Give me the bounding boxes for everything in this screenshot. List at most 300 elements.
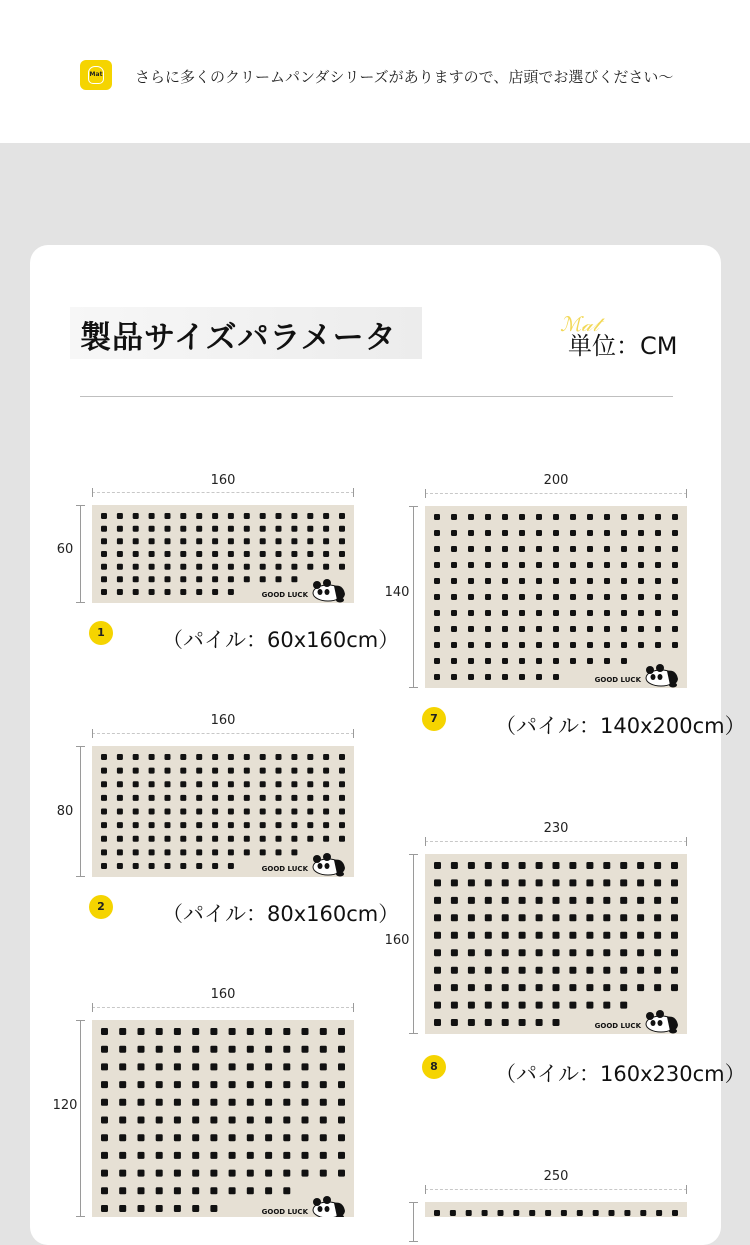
pattern-dot [338, 1152, 345, 1159]
pattern-dot [451, 674, 457, 680]
pattern-dot [174, 1205, 181, 1212]
pattern-dot [519, 1002, 526, 1009]
pattern-dot [149, 768, 155, 774]
pattern-dot [434, 594, 440, 600]
pattern-dot [196, 781, 202, 787]
pattern-dot [260, 781, 266, 787]
pattern-dot [323, 754, 329, 760]
pattern-dot [339, 836, 345, 842]
pattern-dot [671, 862, 678, 869]
pattern-dot [149, 526, 155, 532]
pattern-dot [228, 836, 234, 842]
pattern-dot [228, 589, 234, 595]
pattern-dot [553, 610, 559, 616]
pattern-dot [247, 1152, 254, 1159]
pattern-dot [451, 914, 458, 921]
pattern-dot [485, 546, 491, 552]
pattern-dot [587, 562, 593, 568]
pattern-dot [165, 836, 171, 842]
pattern-dot [117, 551, 123, 557]
pattern-dot [307, 754, 313, 760]
dot-pattern [425, 854, 687, 1034]
pattern-dot [212, 551, 218, 557]
pattern-dot [553, 1002, 560, 1009]
pattern-dot [247, 1117, 254, 1124]
pattern-dot [174, 1046, 181, 1053]
pattern-dot [260, 836, 266, 842]
pattern-dot [210, 1046, 217, 1053]
pattern-dot [451, 897, 458, 904]
pattern-dot [502, 546, 508, 552]
pattern-dot [101, 1063, 108, 1070]
pattern-dot [244, 564, 250, 570]
pattern-dot [180, 564, 186, 570]
pattern-dot [468, 967, 475, 974]
pattern-dot [117, 795, 123, 801]
pattern-dot [156, 1081, 163, 1088]
pattern-dot [165, 538, 171, 544]
pattern-dot [165, 576, 171, 582]
pattern-dot [502, 610, 508, 616]
pattern-dot [174, 1028, 181, 1035]
pattern-dot [553, 562, 559, 568]
pattern-dot [536, 914, 543, 921]
pattern-dot [638, 642, 644, 648]
pattern-dot [320, 1063, 327, 1070]
pattern-dot [180, 863, 186, 869]
pattern-dot [498, 1210, 504, 1216]
pattern-dot [119, 1081, 126, 1088]
pattern-dot [149, 849, 155, 855]
pattern-dot [192, 1081, 199, 1088]
decorative-script-icon: ℳ𝒶𝓉 [560, 312, 600, 336]
pattern-dot [117, 849, 123, 855]
pattern-dot [291, 768, 297, 774]
pattern-dot [519, 562, 525, 568]
pattern-dot [621, 626, 627, 632]
pattern-dot [502, 658, 508, 664]
pattern-dot [468, 514, 474, 520]
pattern-dot [587, 578, 593, 584]
pattern-dot [654, 949, 661, 956]
pattern-dot [603, 1002, 610, 1009]
rug-image [92, 505, 354, 603]
pattern-dot [655, 610, 661, 616]
pattern-dot [536, 546, 542, 552]
pattern-dot [451, 562, 457, 568]
pattern-dot [339, 551, 345, 557]
pattern-dot [536, 984, 543, 991]
pattern-dot [265, 1134, 272, 1141]
pattern-dot [536, 1019, 543, 1026]
pattern-dot [244, 513, 250, 519]
pattern-dot [468, 914, 475, 921]
pattern-dot [149, 754, 155, 760]
pattern-dot [307, 781, 313, 787]
pattern-dot [637, 897, 644, 904]
pattern-dot [553, 984, 560, 991]
pattern-dot [320, 1099, 327, 1106]
pattern-dot [320, 1117, 327, 1124]
pattern-dot [265, 1081, 272, 1088]
pattern-dot [133, 513, 139, 519]
panda-mascot-icon [646, 1010, 678, 1034]
pattern-dot [291, 822, 297, 828]
pattern-dot [101, 849, 107, 855]
pattern-dot [655, 562, 661, 568]
pattern-dot [196, 795, 202, 801]
pattern-dot [192, 1170, 199, 1177]
pattern-dot [519, 1019, 526, 1026]
pattern-dot [434, 674, 440, 680]
pattern-dot [570, 610, 576, 616]
pattern-dot [553, 879, 560, 886]
pattern-dot [338, 1063, 345, 1070]
pattern-dot [133, 538, 139, 544]
pattern-dot [434, 610, 440, 616]
pattern-dot [165, 795, 171, 801]
pattern-dot [276, 781, 282, 787]
pattern-dot [603, 984, 610, 991]
unit-label: 単位：CM [568, 332, 678, 360]
pattern-dot [671, 914, 678, 921]
pattern-dot [655, 626, 661, 632]
pattern-dot [609, 1210, 615, 1216]
pattern-dot [244, 551, 250, 557]
pattern-dot [586, 862, 593, 869]
pattern-dot [180, 836, 186, 842]
pattern-dot [283, 1117, 290, 1124]
pattern-dot [174, 1134, 181, 1141]
pattern-dot [165, 822, 171, 828]
pattern-dot [637, 949, 644, 956]
pattern-dot [228, 513, 234, 519]
pattern-dot [291, 754, 297, 760]
pattern-dot [149, 795, 155, 801]
pattern-dot [138, 1046, 145, 1053]
pattern-dot [283, 1187, 290, 1194]
pattern-dot [180, 551, 186, 557]
pattern-dot [117, 768, 123, 774]
pattern-dot [519, 984, 526, 991]
pattern-dot [587, 514, 593, 520]
pattern-dot [553, 862, 560, 869]
pattern-dot [485, 578, 491, 584]
pattern-dot [320, 1134, 327, 1141]
pattern-dot [553, 578, 559, 584]
pattern-dot [156, 1134, 163, 1141]
pattern-dot [133, 526, 139, 532]
pattern-dot [276, 795, 282, 801]
pattern-dot [451, 514, 457, 520]
pattern-dot [485, 674, 491, 680]
pattern-dot [307, 836, 313, 842]
brand-mark: GOOD LUCK [261, 591, 308, 599]
pattern-dot [502, 897, 509, 904]
pattern-dot [247, 1187, 254, 1194]
pattern-dot [672, 1210, 678, 1216]
pattern-dot [101, 1152, 108, 1159]
pattern-dot [654, 879, 661, 886]
pattern-dot [174, 1187, 181, 1194]
pattern-dot [228, 768, 234, 774]
pattern-dot [536, 642, 542, 648]
pattern-dot [502, 967, 509, 974]
pattern-dot [485, 530, 491, 536]
pattern-dot [228, 564, 234, 570]
pattern-dot [604, 610, 610, 616]
pattern-dot [180, 822, 186, 828]
pattern-dot [101, 1134, 108, 1141]
pattern-dot [468, 578, 474, 584]
pattern-dot [513, 1210, 519, 1216]
pattern-dot [229, 1081, 236, 1088]
pattern-dot [228, 538, 234, 544]
pattern-dot [149, 822, 155, 828]
pattern-dot [536, 1002, 543, 1009]
pattern-dot [502, 932, 509, 939]
pattern-dot [604, 530, 610, 536]
pattern-dot [276, 754, 282, 760]
pattern-dot [338, 1028, 345, 1035]
pattern-dot [174, 1063, 181, 1070]
pattern-dot [603, 949, 610, 956]
pattern-dot [283, 1063, 290, 1070]
pattern-dot [307, 809, 313, 815]
pattern-dot [468, 932, 475, 939]
brand-mark: GOOD LUCK [594, 676, 641, 684]
pattern-dot [502, 578, 508, 584]
pattern-dot [620, 914, 627, 921]
pattern-dot [451, 879, 458, 886]
pattern-dot [466, 1210, 472, 1216]
pattern-dot [276, 809, 282, 815]
pattern-dot [620, 897, 627, 904]
rug-image [92, 1020, 354, 1217]
pattern-dot [133, 564, 139, 570]
pattern-dot [587, 594, 593, 600]
pattern-dot [165, 526, 171, 532]
pattern-dot [192, 1152, 199, 1159]
pattern-dot [485, 932, 492, 939]
pattern-dot [196, 513, 202, 519]
pattern-dot [570, 546, 576, 552]
pattern-dot [672, 594, 678, 600]
pattern-dot [603, 914, 610, 921]
pattern-dot [671, 897, 678, 904]
pattern-dot [101, 754, 107, 760]
pattern-dot [637, 984, 644, 991]
pattern-dot [228, 809, 234, 815]
pattern-dot [101, 589, 107, 595]
pattern-dot [229, 1028, 236, 1035]
pattern-dot [149, 513, 155, 519]
pattern-dot [276, 576, 282, 582]
pattern-dot [570, 658, 576, 664]
pattern-dot [307, 564, 313, 570]
pattern-dot [307, 822, 313, 828]
height-dimension-line [80, 746, 81, 877]
pattern-dot [165, 781, 171, 787]
pattern-dot [451, 642, 457, 648]
pattern-dot [247, 1099, 254, 1106]
pattern-dot [180, 768, 186, 774]
pattern-dot [265, 1187, 272, 1194]
pattern-dot [320, 1081, 327, 1088]
height-dimension-line [80, 505, 81, 603]
pattern-dot [451, 546, 457, 552]
pattern-dot [434, 578, 440, 584]
pattern-dot [101, 538, 107, 544]
pattern-dot [276, 849, 282, 855]
pattern-dot [604, 514, 610, 520]
pattern-dot [536, 932, 543, 939]
rug-image [425, 854, 687, 1034]
pattern-dot [536, 578, 542, 584]
product-number-badge: 1 [89, 621, 113, 645]
pattern-dot [212, 589, 218, 595]
pattern-dot [323, 836, 329, 842]
pattern-dot [604, 642, 610, 648]
pattern-dot [180, 538, 186, 544]
width-label: 160 [210, 987, 236, 1002]
pattern-dot [119, 1063, 126, 1070]
pattern-dot [339, 564, 345, 570]
pattern-dot [260, 754, 266, 760]
pattern-dot [320, 1170, 327, 1177]
pattern-dot [434, 897, 441, 904]
pattern-dot [603, 879, 610, 886]
pattern-dot [637, 932, 644, 939]
pattern-dot [117, 538, 123, 544]
pattern-dot [485, 984, 492, 991]
pattern-dot [569, 897, 576, 904]
pattern-dot [485, 862, 492, 869]
pattern-dot [276, 768, 282, 774]
pattern-dot [210, 1187, 217, 1194]
pattern-dot [265, 1063, 272, 1070]
pattern-dot [519, 546, 525, 552]
pattern-dot [210, 1134, 217, 1141]
pattern-dot [291, 551, 297, 557]
pattern-dot [451, 626, 457, 632]
pattern-dot [339, 768, 345, 774]
pattern-dot [149, 538, 155, 544]
pattern-dot [485, 594, 491, 600]
pattern-dot [101, 1205, 108, 1212]
pattern-dot [283, 1152, 290, 1159]
pattern-dot [212, 564, 218, 570]
pattern-dot [196, 551, 202, 557]
pattern-dot [291, 526, 297, 532]
pattern-dot [117, 809, 123, 815]
pattern-dot [180, 576, 186, 582]
pattern-dot [672, 642, 678, 648]
pattern-dot [165, 768, 171, 774]
pattern-dot [244, 538, 250, 544]
product-number-badge: 2 [89, 895, 113, 919]
pattern-dot [323, 564, 329, 570]
pattern-dot [654, 914, 661, 921]
pattern-dot [138, 1028, 145, 1035]
pattern-dot [260, 551, 266, 557]
pattern-dot [338, 1046, 345, 1053]
pattern-dot [536, 594, 542, 600]
pattern-dot [671, 879, 678, 886]
pattern-dot [165, 849, 171, 855]
pattern-dot [229, 1063, 236, 1070]
pattern-dot [485, 949, 492, 956]
pattern-dot [451, 949, 458, 956]
pattern-dot [101, 526, 107, 532]
pattern-dot [434, 546, 440, 552]
brand-mark: GOOD LUCK [261, 865, 308, 873]
pattern-dot [502, 594, 508, 600]
pattern-dot [468, 530, 474, 536]
pattern-dot [570, 626, 576, 632]
pattern-dot [133, 551, 139, 557]
pattern-dot [536, 610, 542, 616]
pattern-dot [339, 538, 345, 544]
pattern-dot [156, 1063, 163, 1070]
pattern-dot [519, 514, 525, 520]
pattern-dot [138, 1099, 145, 1106]
pattern-dot [672, 562, 678, 568]
pattern-dot [502, 674, 508, 680]
pattern-dot [212, 836, 218, 842]
pattern-dot [339, 526, 345, 532]
pattern-dot [620, 949, 627, 956]
pattern-dot [485, 514, 491, 520]
height-label: 140 [384, 585, 410, 600]
pattern-dot [212, 538, 218, 544]
pattern-dot [323, 781, 329, 787]
pattern-dot [451, 658, 457, 664]
pattern-dot [434, 642, 440, 648]
pattern-dot [451, 1019, 458, 1026]
pattern-dot [133, 768, 139, 774]
pattern-dot [260, 822, 266, 828]
pattern-dot [654, 984, 661, 991]
pattern-dot [519, 642, 525, 648]
pattern-dot [570, 578, 576, 584]
pattern-dot [640, 1210, 646, 1216]
pattern-dot [117, 781, 123, 787]
rug-image [92, 746, 354, 877]
pattern-dot [117, 513, 123, 519]
pattern-dot [228, 822, 234, 828]
pattern-dot [174, 1117, 181, 1124]
pattern-dot [247, 1063, 254, 1070]
pattern-dot [638, 514, 644, 520]
pattern-dot [244, 809, 250, 815]
pattern-dot [434, 1019, 441, 1026]
pattern-dot [604, 658, 610, 664]
pattern-dot [655, 642, 661, 648]
pattern-dot [451, 594, 457, 600]
width-dimension-line [92, 733, 354, 735]
pattern-dot [156, 1046, 163, 1053]
pattern-dot [133, 809, 139, 815]
pattern-dot [621, 562, 627, 568]
pattern-dot [192, 1187, 199, 1194]
dot-pattern [425, 506, 687, 688]
pattern-dot [212, 849, 218, 855]
pattern-dot [338, 1081, 345, 1088]
pattern-dot [323, 551, 329, 557]
pattern-dot [174, 1081, 181, 1088]
pattern-dot [553, 1019, 560, 1026]
